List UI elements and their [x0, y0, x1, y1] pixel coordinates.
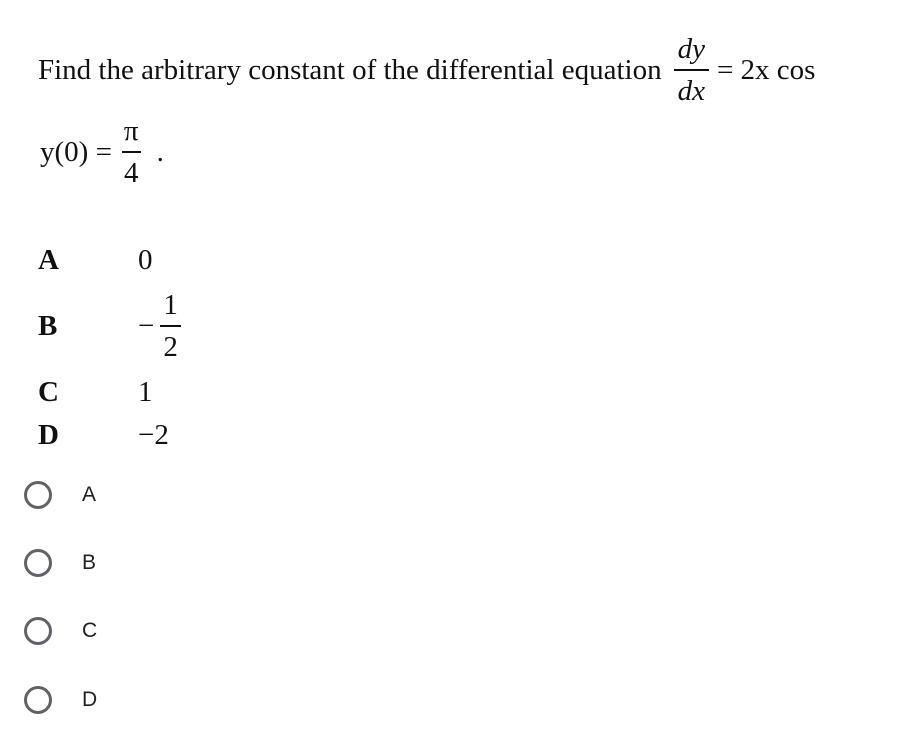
question-text: Find the arbitrary constant of the differential equation	[38, 53, 662, 86]
radio-button[interactable]	[24, 617, 52, 645]
fraction-bar	[160, 325, 181, 327]
choice-letter: C	[38, 375, 59, 408]
choice-letter: D	[38, 418, 59, 451]
choice-letter: A	[38, 243, 59, 276]
derivative-fraction	[674, 32, 709, 107]
radio-label[interactable]: D	[82, 688, 98, 711]
radio-option-a[interactable]	[24, 475, 96, 515]
initial-condition-numerator: π	[123, 114, 139, 147]
radio-button[interactable]	[24, 549, 52, 577]
derivative-numerator: dy	[677, 32, 705, 65]
choice-numerator: 1	[163, 288, 178, 321]
choice-row-a	[38, 240, 153, 280]
choice-value: 0	[138, 243, 153, 276]
fraction-bar	[122, 151, 141, 153]
choice-fraction	[160, 288, 181, 363]
question-line-2	[40, 112, 164, 192]
equation-rhs: = 2x cos	[716, 53, 816, 86]
radio-option-b[interactable]	[24, 543, 96, 583]
initial-condition-lhs: y(0) =	[40, 135, 112, 168]
radio-option-c[interactable]	[24, 611, 97, 651]
choice-value: 1	[138, 375, 153, 408]
initial-condition-denominator: 4	[124, 156, 139, 189]
period: .	[156, 135, 164, 168]
radio-option-d[interactable]	[24, 680, 97, 720]
choice-value	[138, 288, 181, 363]
choice-letter: B	[38, 309, 58, 342]
radio-label[interactable]: B	[82, 551, 97, 574]
negative-sign: −	[138, 309, 155, 342]
radio-button[interactable]	[24, 481, 52, 509]
radio-button[interactable]	[24, 686, 52, 714]
choice-row-d	[38, 415, 169, 455]
question-line-1	[38, 30, 898, 110]
choice-denominator: 2	[163, 330, 178, 363]
radio-label[interactable]: C	[82, 619, 98, 642]
initial-condition-fraction	[122, 114, 141, 189]
radio-label[interactable]: A	[82, 483, 97, 506]
choice-row-b	[38, 288, 181, 364]
choice-value: −2	[138, 418, 169, 451]
derivative-denominator: dx	[677, 74, 705, 107]
fraction-bar	[674, 69, 709, 71]
choice-row-c	[38, 372, 153, 412]
